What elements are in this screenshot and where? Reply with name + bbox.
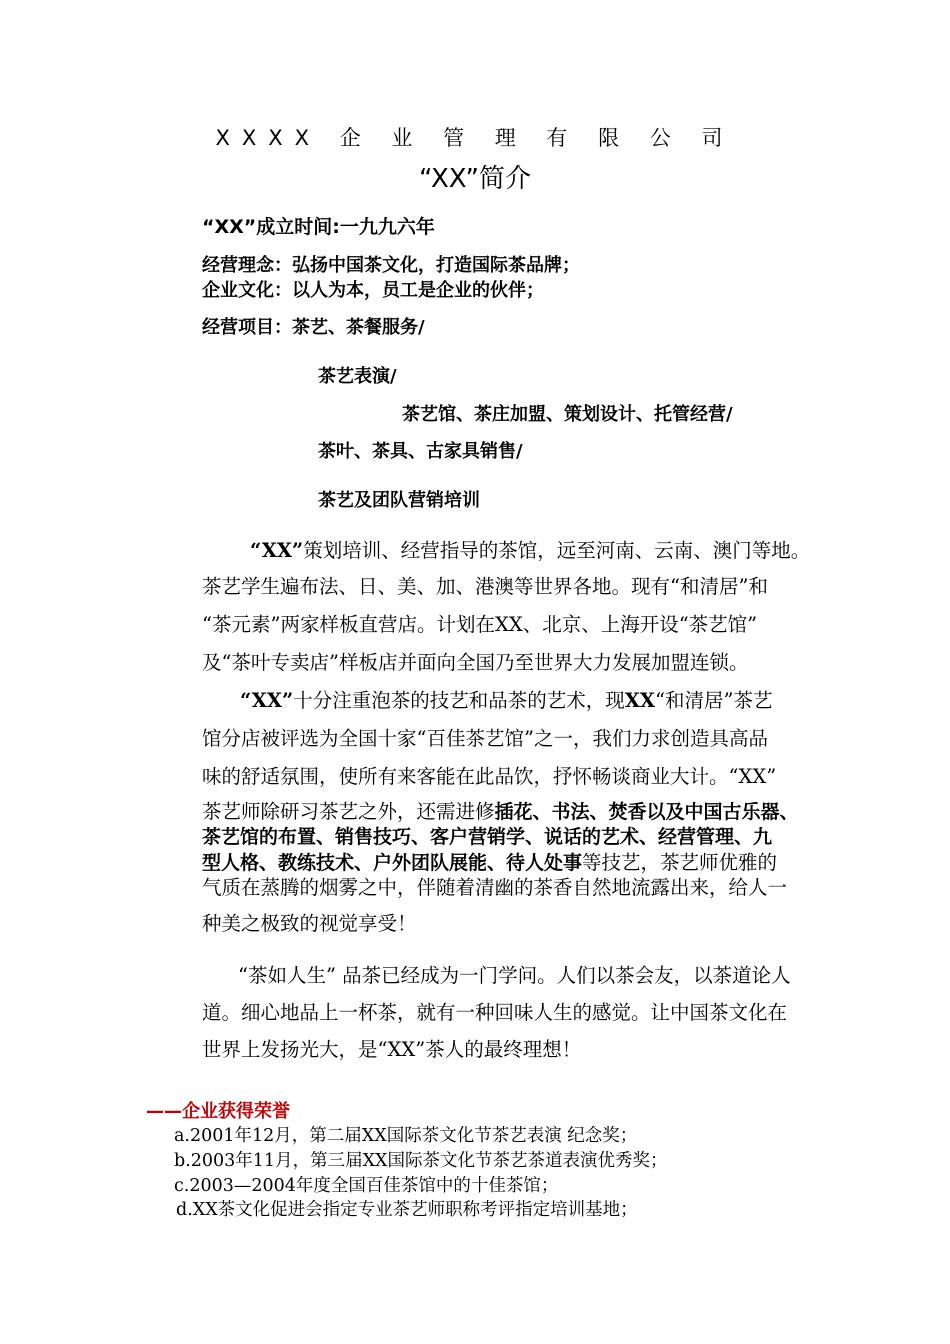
para3-line: 道。细心地品上一杯茶，就有一种回味人生的感觉。让中国茶文化在 [202, 1001, 788, 1024]
text-run: “和清居”茶艺 [655, 689, 773, 712]
founded-line: “XX”成立时间:一九九六年 [202, 216, 435, 238]
honor-item: d.XX茶文化促进会指定专业茶艺师职称考评指定培训基地； [176, 1200, 638, 1220]
culture-line: 企业文化：以人为本，员工是企业的伙伴； [202, 280, 544, 301]
brand-lead: “XX” [250, 539, 304, 562]
skills-bold: 型人格、教练技术、户外团队展能、待人处事 [202, 852, 583, 874]
brand-lead: “XX” [240, 689, 294, 712]
text-run: 等技艺，茶艺师优雅的 [582, 851, 778, 874]
text-run: 茶艺师除研习茶艺之外，还需进修 [202, 800, 495, 823]
text-run: 策划培训、经营指导的茶馆，远至河南、云南、澳门等地。 [303, 539, 811, 562]
para2-line: 气质在蒸腾的烟雾之中，伴随着清幽的茶香自然地流露出来，给人一 [202, 876, 788, 899]
para3-line: “茶如人生” 品茶已经成为一门学问。人们以茶会友，以茶道论人 [238, 964, 791, 987]
project-item: 茶艺馆、茶庄加盟、策划设计、托管经营/ [402, 404, 733, 425]
honor-item: b.2003年11月，第三届XX国际茶文化节茶艺茶道表演优秀奖； [174, 1151, 668, 1171]
para1-line: 及“茶叶专卖店”样板店并面向全国乃至世界大力发展加盟连锁。 [202, 651, 749, 674]
brand-mark: XX [624, 689, 656, 712]
para1-line: “茶元素”两家样板直营店。计划在XX、北京、上海开设“茶艺馆” [202, 613, 758, 636]
para3-line: 世界上发扬光大，是“XX”茶人的最终理想！ [202, 1038, 582, 1061]
philosophy-line: 经营理念：弘扬中国茶文化，打造国际茶品牌； [202, 255, 580, 276]
para2-line: 馆分店被评选为全国十家“百佳茶艺馆”之一，我们力求创造具高品 [202, 727, 768, 750]
para1-line [250, 535, 810, 563]
project-item: 茶艺表演/ [318, 366, 397, 387]
page-title: “XX”简介 [419, 164, 531, 194]
honor-item: c.2003—2004年度全国百佳茶馆中的十佳茶馆； [174, 1176, 559, 1196]
skills-bold: 插花、书法、焚香以及中国古乐器、 [494, 801, 799, 823]
para2-line: 味的舒适氛围，使所有来客能在此品饮，抒怀畅谈商业大计。“XX” [202, 765, 777, 788]
para2-line: 种美之极致的视觉享受！ [202, 912, 417, 935]
para2-line [202, 847, 777, 875]
para2-line [202, 796, 799, 824]
projects-line: 经营项目：茶艺、茶餐服务/ [202, 317, 425, 338]
honor-item: a.2001年12月，第二届XX国际茶文化节茶艺表演 纪念奖； [174, 1126, 638, 1146]
text-run: 十分注重泡茶的技艺和品茶的艺术，现 [293, 689, 625, 712]
para1-line: 茶艺学生遍布法、日、美、加、港澳等世界各地。现有“和清居”和 [202, 575, 768, 598]
project-item: 茶艺及团队营销培训 [318, 490, 480, 511]
para2-line [240, 685, 772, 713]
para2-line: 茶艺馆的布置、销售技巧、客户营销学、说话的艺术、经营管理、九 [202, 826, 773, 848]
honors-heading: ——企业获得荣誉 [146, 1101, 290, 1122]
company-name: XXXX 企 业 管 理 有 限 公 司 [215, 126, 735, 150]
project-item: 茶叶、茶具、古家具销售/ [318, 441, 523, 462]
